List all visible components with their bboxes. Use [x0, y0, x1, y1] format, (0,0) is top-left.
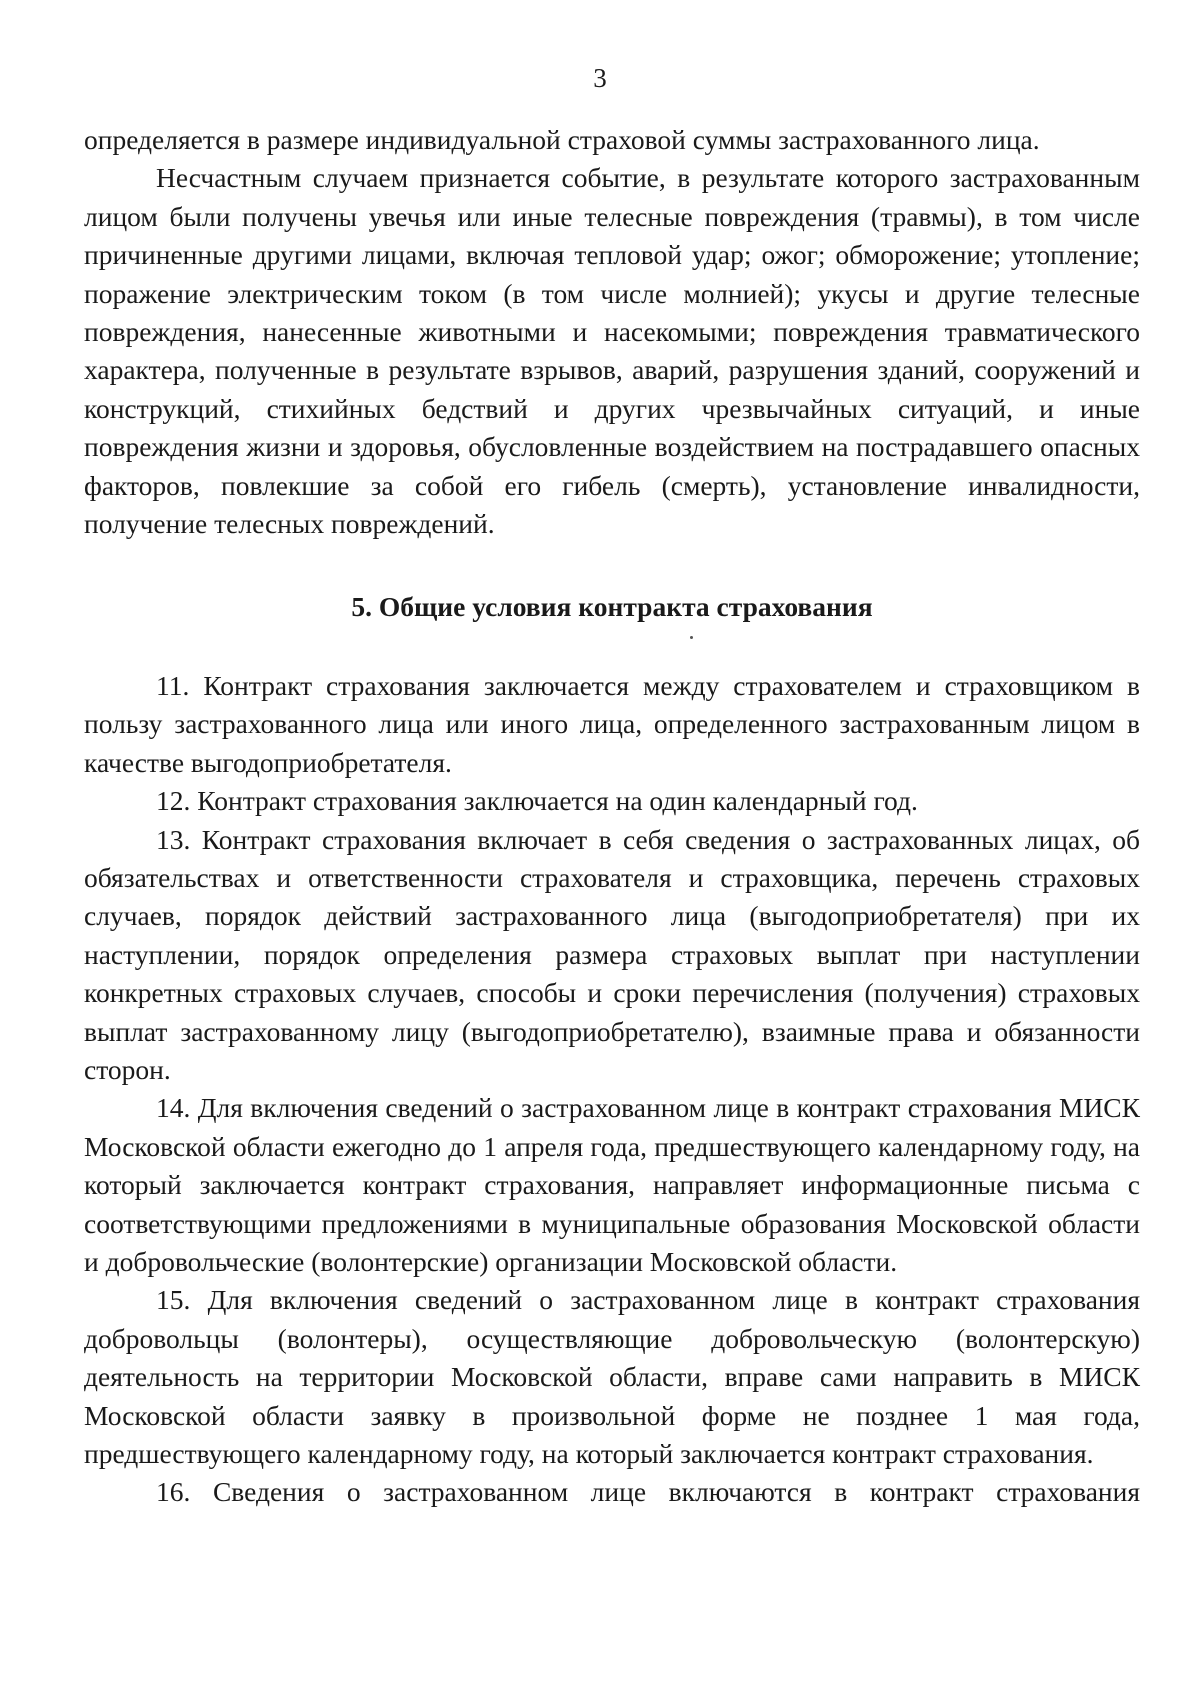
spacer [84, 627, 1140, 667]
accident-definition-paragraph: Несчастным случаем признается событие, в результате которого застрахованным лицом были получены увечья или иные телесные повреждения (травмы), в том числе причиненные другими лицами, включая тепловой удар; ожог; обморожение; утопление; поражение электрическим током (в том числе молнией); укусы и другие телесные повреждения, нанесенные животными и насекомыми; повреждения травматического характера, полученные в результате взрывов, аварий, разрушения зданий, сооружений и конструкций, стихийных бедствий и других чрезвычайных ситуаций, и иные повреждения жизни и здоровья, обусловленные воздействием на пострадавшего опасных факторов, повлекшие за собой его гибель (смерть), установление инвалидности, получение телесных повреждений. [84, 162, 1140, 540]
document-body [84, 121, 1140, 1512]
clause-16: 16. Сведения о застрахованном лице включаются в контракт страхования [156, 1476, 1140, 1508]
section-heading: 5. Общие условия контракта страхования [351, 591, 873, 623]
clause-13: 13. Контракт страхования включает в себя сведения о застрахованных лицах, об обязательствах и ответственности страхователя и страховщика, перечень страховых случаев, порядок действий застрахованного лица (выгодоприобретателя) при их наступлении, порядок определения размера страховых выплат при наступлении конкретных страховых случаев, способы и сроки перечисления (получения) страховых выплат застрахованному лицу (выгодоприобретателю), взаимные права и обязанности сторон. [84, 823, 1140, 1085]
clause-14: 14. Для включения сведений о застрахованном лице в контракт страхования МИСК Московской области ежегодно до 1 апреля года, предшествующего календарному году, на который заключается контракт страхования, направляет информационные письма с соответствующими предложениями в муниципальные образования Московской области и добровольческие (волонтерские) организации Московской области. [84, 1092, 1140, 1277]
spacer [84, 543, 1140, 588]
scan-speck [690, 636, 693, 639]
clause-15: 15. Для включения сведений о застрахованном лице в контракт страхования добровольцы (волонтеры), осуществляющие добровольческую (волонтерскую) деятельность на территории Московской области, вправе сами направить в МИСК Московской области заявку в произвольной форме не позднее 1 мая года, предшествующего календарному году, на который заключается контракт страхования. [84, 1284, 1140, 1469]
continued-paragraph: определяется в размере индивидуальной страховой суммы застрахованного лица. [84, 124, 1040, 155]
page-number: 3 [593, 63, 607, 93]
clause-11: 11. Контракт страхования заключается между страхователем и страховщиком в пользу застрахованного лица или иного лица, определенного застрахованным лицом в качестве выгодоприобретателя. [84, 669, 1140, 778]
clause-12: 12. Контракт страхования заключается на один календарный год. [156, 785, 918, 817]
